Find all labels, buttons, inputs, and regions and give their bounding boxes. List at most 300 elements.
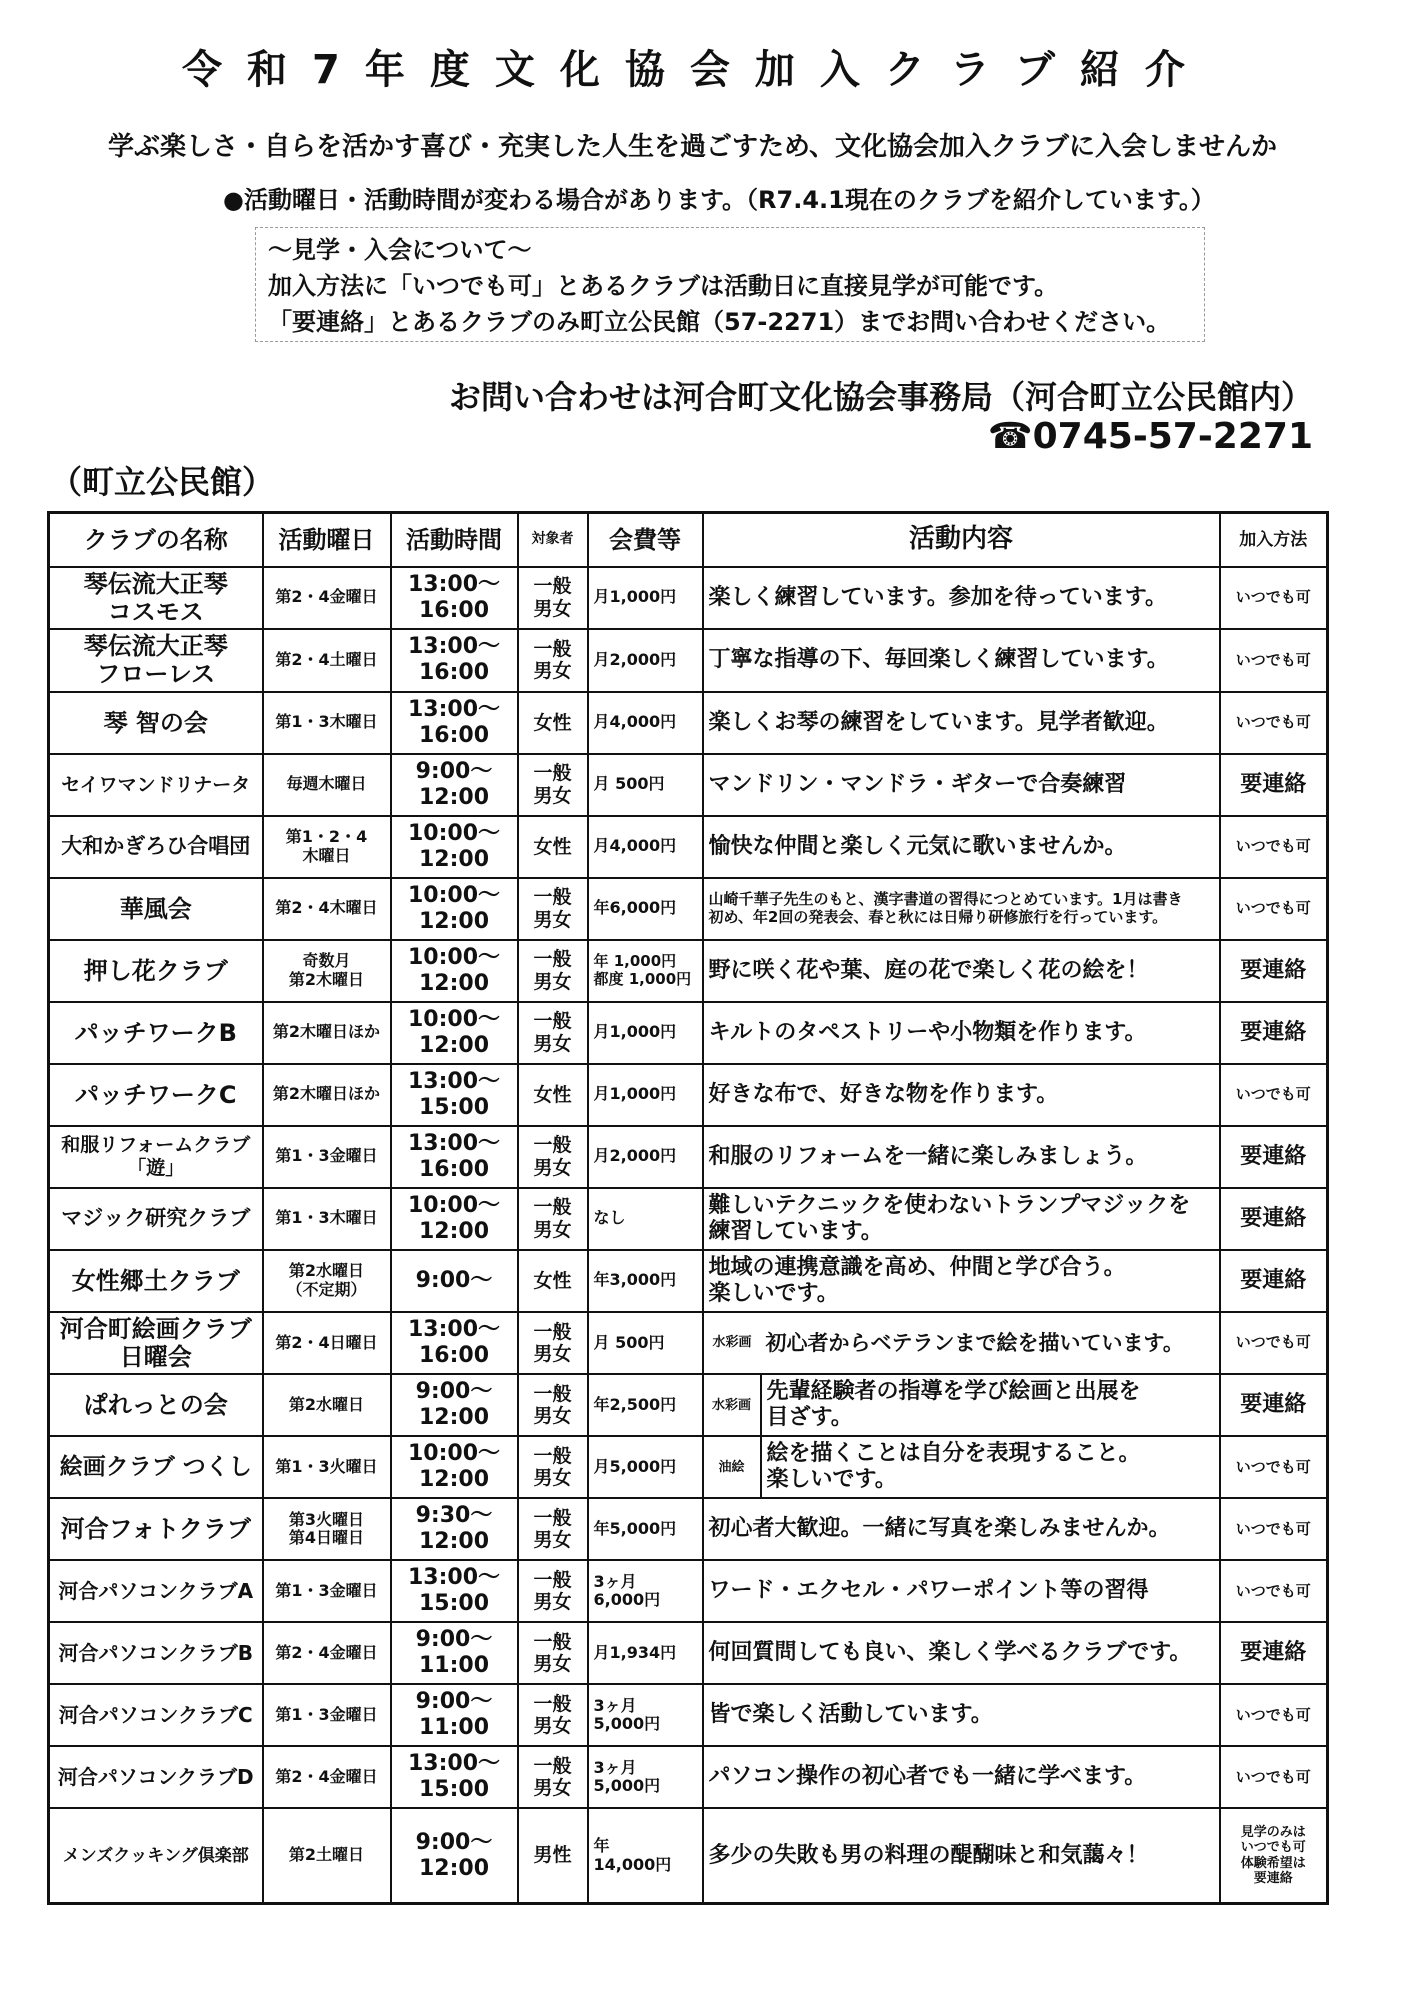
day-line: 第3火曜日 xyxy=(288,1509,365,1529)
time-line: 9:00～ xyxy=(415,1627,493,1653)
fee-line: 5,000円 xyxy=(593,1714,661,1734)
target-line: 一般 xyxy=(533,762,572,785)
join-line: いつでも可 xyxy=(1235,1333,1311,1352)
join-line: いつでも可 xyxy=(1235,836,1311,855)
join-line: いつでも可 xyxy=(1235,1519,1311,1538)
time-cell xyxy=(391,1684,518,1746)
fee-line: 月 500円 xyxy=(593,1332,665,1352)
time-cell xyxy=(391,1126,518,1188)
fee-cell xyxy=(588,1250,703,1312)
target-cell xyxy=(518,1126,588,1188)
join-cell xyxy=(1220,1002,1328,1064)
fee-line: 月4,000円 xyxy=(593,712,677,732)
time-line: 11:00 xyxy=(418,1715,490,1741)
fee-line: 3ヶ月 xyxy=(593,1571,637,1591)
content-line: 地域の連携意識を高め、仲間と学び合う。 xyxy=(708,1254,1126,1280)
join-cell xyxy=(1220,567,1328,630)
target-line: 男女 xyxy=(533,1467,572,1490)
target-cell xyxy=(518,1188,588,1250)
visit-box-heading: ～見学・入会について～ xyxy=(268,236,532,264)
name-cell xyxy=(49,1374,263,1436)
join-cell xyxy=(1220,1746,1328,1808)
content-cell xyxy=(761,1436,1220,1498)
name-cell xyxy=(49,1064,263,1126)
time-cell xyxy=(391,1436,518,1498)
fee-cell xyxy=(588,1746,703,1808)
target-line: 男女 xyxy=(533,660,572,683)
column-header-club-name: クラブの名称 xyxy=(49,513,263,567)
join-cell xyxy=(1220,1188,1328,1250)
table-row xyxy=(49,1374,1328,1436)
join-line: いつでも可 xyxy=(1240,1840,1306,1856)
content-line: 難しいテクニックを使わないトランプマジックを xyxy=(708,1192,1191,1218)
target-line: 男女 xyxy=(533,597,572,620)
day-cell xyxy=(263,1374,391,1436)
name-line: 絵画クラブ つくし xyxy=(59,1453,252,1480)
visit-box-line: 「要連絡」とあるクラブのみ町立公民館（57-2271）までお問い合わせください。 xyxy=(268,308,1171,336)
target-cell xyxy=(518,1436,588,1498)
content-cell xyxy=(703,692,1220,754)
name-cell xyxy=(49,1622,263,1684)
join-cell xyxy=(1220,1622,1328,1684)
time-cell xyxy=(391,1374,518,1436)
name-line: マジック研究クラブ xyxy=(61,1206,251,1231)
name-line: 「遊」 xyxy=(127,1156,185,1179)
join-line: 要連絡 xyxy=(1240,1267,1307,1293)
name-cell xyxy=(49,1498,263,1560)
time-cell xyxy=(391,878,518,940)
target-cell xyxy=(518,940,588,1002)
join-line: いつでも可 xyxy=(1235,898,1311,917)
time-line: 12:00 xyxy=(418,970,490,996)
fee-line: 6,000円 xyxy=(593,1590,661,1610)
content-line: 楽しく練習しています。参加を待っています。 xyxy=(708,584,1167,610)
time-cell xyxy=(391,629,518,692)
day-cell xyxy=(263,754,391,816)
join-line: 要連絡 xyxy=(1240,1205,1307,1231)
time-line: 15:00 xyxy=(418,1094,490,1120)
target-line: 男性 xyxy=(533,1844,572,1867)
content-line: 好きな布で、好きな物を作ります。 xyxy=(708,1081,1059,1107)
fee-cell xyxy=(588,629,703,692)
day-line: 第2水曜日 xyxy=(288,1260,365,1280)
table-row xyxy=(49,1436,1328,1498)
table-row xyxy=(49,1498,1328,1560)
target-line: 女性 xyxy=(533,1083,572,1106)
day-line: 第1・3金曜日 xyxy=(275,1704,378,1724)
content-line: 楽しいです。 xyxy=(708,1280,839,1306)
target-line: 男女 xyxy=(533,970,572,993)
day-line: 第2・4木曜日 xyxy=(275,898,378,918)
tagline: 学ぶ楽しさ・自らを活かす喜び・充実した人生を過ごすため、文化協会加入クラブに入会しませんか xyxy=(108,132,1277,162)
join-cell xyxy=(1220,1126,1328,1188)
time-cell xyxy=(391,692,518,754)
join-line: いつでも可 xyxy=(1235,712,1311,731)
day-cell xyxy=(263,1002,391,1064)
content-line: 初心者からベテランまで絵を描いています。 xyxy=(765,1330,1184,1355)
content-cell xyxy=(703,754,1220,816)
target-line: 一般 xyxy=(533,1630,572,1653)
day-cell xyxy=(263,1746,391,1808)
visit-box-line: 加入方法に「いつでも可」とあるクラブは活動日に直接見学が可能です。 xyxy=(268,272,1059,300)
table-row xyxy=(49,1002,1328,1064)
target-cell xyxy=(518,1746,588,1808)
contact-phone xyxy=(988,417,1313,457)
join-cell xyxy=(1220,692,1328,754)
table-row xyxy=(49,1808,1328,1903)
time-line: 13:00～ xyxy=(407,1751,501,1777)
column-header-day: 活動曜日 xyxy=(263,513,391,567)
content-line: 楽しくお琴の練習をしています。見学者歓迎。 xyxy=(708,709,1169,735)
table-row xyxy=(49,816,1328,878)
content-cell xyxy=(703,1002,1220,1064)
join-cell xyxy=(1220,754,1328,816)
target-line: 男女 xyxy=(533,1591,572,1614)
fee-line: 月2,000円 xyxy=(593,650,677,669)
fee-line: 3ヶ月 xyxy=(593,1695,637,1715)
content-cell xyxy=(703,629,1220,692)
day-cell xyxy=(263,878,391,940)
time-cell xyxy=(391,1250,518,1312)
fee-line: 月 500円 xyxy=(593,774,665,794)
target-line: 一般 xyxy=(533,1568,572,1591)
telephone-icon xyxy=(988,416,1033,457)
time-line: 10:00～ xyxy=(407,1441,501,1467)
fee-line: 月5,000円 xyxy=(593,1456,677,1476)
name-cell xyxy=(49,1126,263,1188)
fee-line: 年2,500円 xyxy=(593,1394,677,1414)
content-cell xyxy=(703,940,1220,1002)
name-cell xyxy=(49,754,263,816)
schedule-notice: ●活動曜日・活動時間が変わる場合があります。（R7.4.1現在のクラブを紹介しています。） xyxy=(223,186,1215,214)
target-line: 男女 xyxy=(533,784,572,807)
genre-label: 油絵 xyxy=(703,1436,761,1498)
join-line: 要連絡 xyxy=(1240,1640,1307,1666)
join-cell xyxy=(1220,1064,1328,1126)
content-line: 野に咲く花や葉、庭の花で楽しく花の絵を！ xyxy=(708,957,1149,983)
genre-label: 水彩画 xyxy=(703,1374,761,1436)
time-line: 11:00 xyxy=(418,1653,490,1679)
fee-line: 5,000円 xyxy=(593,1776,661,1796)
table-row xyxy=(49,940,1328,1002)
name-cell xyxy=(49,1312,263,1375)
target-line: 一般 xyxy=(533,1754,572,1777)
time-line: 10:00～ xyxy=(407,1006,501,1032)
time-line: 9:00～ xyxy=(415,1689,493,1715)
day-line: 奇数月 xyxy=(302,950,351,970)
name-line: 河合パソコンクラブD xyxy=(57,1764,254,1789)
day-line: （不定期） xyxy=(286,1279,367,1299)
day-cell xyxy=(263,816,391,878)
time-line: 13:00～ xyxy=(407,571,501,597)
name-cell xyxy=(49,1746,263,1808)
day-cell xyxy=(263,1498,391,1560)
time-cell xyxy=(391,940,518,1002)
phone-number: 0745-57-2271 xyxy=(1032,416,1313,457)
content-line: 皆で楽しく活動しています。 xyxy=(708,1702,993,1728)
name-line: コスモス xyxy=(107,597,204,626)
day-cell xyxy=(263,1250,391,1312)
column-header-join-method: 加入方法 xyxy=(1220,513,1328,567)
time-line: 16:00 xyxy=(418,1156,490,1182)
join-line: いつでも可 xyxy=(1235,587,1311,606)
target-cell xyxy=(518,754,588,816)
content-cell xyxy=(703,1746,1220,1808)
content-line: 何回質問しても良い、楽しく学べるクラブです。 xyxy=(708,1640,1192,1666)
join-cell xyxy=(1220,1436,1328,1498)
table-row xyxy=(49,1126,1328,1188)
day-line: 第2・4金曜日 xyxy=(275,1642,378,1662)
target-cell xyxy=(518,1312,588,1375)
content-line: 丁寧な指導の下、毎回楽しく練習しています。 xyxy=(708,647,1169,673)
fee-line: 14,000円 xyxy=(593,1854,672,1874)
join-line: 要連絡 xyxy=(1240,771,1307,797)
target-line: 一般 xyxy=(533,948,572,971)
content-line: 楽しいです。 xyxy=(766,1467,897,1493)
target-line: 男女 xyxy=(533,1218,572,1241)
time-cell xyxy=(391,1622,518,1684)
table-row xyxy=(49,878,1328,940)
target-line: 男女 xyxy=(533,1156,572,1179)
visit-info-box xyxy=(255,227,1205,342)
name-line: パッチワークC xyxy=(74,1080,237,1109)
fee-line: 年5,000円 xyxy=(593,1518,677,1538)
target-line: 男女 xyxy=(533,1405,572,1428)
target-line: 女性 xyxy=(533,1269,572,1292)
day-cell xyxy=(263,1560,391,1622)
day-line: 第1・2・4 xyxy=(285,826,368,846)
day-line: 第4日曜日 xyxy=(288,1528,365,1548)
day-cell xyxy=(263,567,391,630)
day-cell xyxy=(263,1622,391,1684)
time-line: 12:00 xyxy=(418,1855,490,1881)
time-cell xyxy=(391,1746,518,1808)
name-cell xyxy=(49,1560,263,1622)
target-line: 一般 xyxy=(533,1382,572,1405)
content-line: パソコン操作の初心者でも一緒に学べます。 xyxy=(708,1764,1147,1790)
table-row xyxy=(49,1746,1328,1808)
day-line: 第1・3木曜日 xyxy=(275,1208,378,1228)
content-line: 絵を描くことは自分を表現すること。 xyxy=(766,1441,1141,1467)
join-line: いつでも可 xyxy=(1235,1457,1311,1476)
day-line: 第2木曜日ほか xyxy=(272,1084,381,1104)
time-line: 16:00 xyxy=(418,1343,490,1369)
day-line: 第2・4土曜日 xyxy=(275,650,378,669)
fee-line: 年 1,000円 xyxy=(593,952,677,971)
fee-cell xyxy=(588,1374,703,1436)
target-cell xyxy=(518,1002,588,1064)
target-line: 一般 xyxy=(533,1692,572,1715)
target-cell xyxy=(518,1684,588,1746)
time-cell xyxy=(391,1560,518,1622)
name-cell xyxy=(49,629,263,692)
fee-cell xyxy=(588,1498,703,1560)
time-line: 12:00 xyxy=(418,846,490,872)
target-line: 一般 xyxy=(533,638,572,661)
join-cell xyxy=(1220,629,1328,692)
join-cell xyxy=(1220,1684,1328,1746)
join-line: いつでも可 xyxy=(1235,650,1311,669)
join-cell xyxy=(1220,878,1328,940)
content-line: ワード・エクセル・パワーポイント等の習得 xyxy=(708,1578,1149,1604)
name-cell xyxy=(49,1188,263,1250)
day-line: 木曜日 xyxy=(302,845,351,865)
fee-cell xyxy=(588,567,703,630)
table-row xyxy=(49,692,1328,754)
table-row xyxy=(49,754,1328,816)
table-row xyxy=(49,567,1328,630)
day-cell xyxy=(263,1312,391,1375)
name-line: 華風会 xyxy=(119,894,192,923)
join-line: いつでも可 xyxy=(1235,1767,1311,1786)
target-line: 男女 xyxy=(533,1343,572,1366)
day-cell xyxy=(263,1064,391,1126)
fee-cell xyxy=(588,940,703,1002)
content-cell xyxy=(703,1498,1220,1560)
target-line: 女性 xyxy=(533,835,572,858)
fee-cell xyxy=(588,692,703,754)
fee-line: 月1,000円 xyxy=(593,1022,677,1042)
time-cell xyxy=(391,1808,518,1903)
time-cell xyxy=(391,1188,518,1250)
column-header-fee: 会費等 xyxy=(588,513,703,567)
table-row xyxy=(49,1312,1328,1375)
target-line: 一般 xyxy=(533,886,572,909)
target-line: 一般 xyxy=(533,1196,572,1219)
day-line: 第1・3金曜日 xyxy=(275,1580,378,1600)
target-cell xyxy=(518,629,588,692)
day-line: 第1・3金曜日 xyxy=(275,1146,378,1166)
join-line: 要連絡 xyxy=(1240,1143,1307,1169)
target-line: 女性 xyxy=(533,711,572,734)
name-cell xyxy=(49,692,263,754)
section-title: （町立公民館） xyxy=(50,463,275,501)
content-cell xyxy=(703,1064,1220,1126)
contact-text: お問い合わせは河合町文化協会事務局（河合町立公民館内） xyxy=(448,378,1313,416)
time-line: 12:00 xyxy=(418,1467,490,1493)
fee-line: 都度 1,000円 xyxy=(593,969,692,988)
target-cell xyxy=(518,1250,588,1312)
fee-line: 年3,000円 xyxy=(593,1270,677,1290)
name-line: 琴伝流大正琴 xyxy=(83,569,228,598)
day-line: 第1・3木曜日 xyxy=(275,712,378,732)
time-cell xyxy=(391,1312,518,1375)
target-line: 男女 xyxy=(533,1777,572,1800)
content-cell xyxy=(703,567,1220,630)
join-line: 要連絡 xyxy=(1240,1019,1307,1045)
time-cell xyxy=(391,1498,518,1560)
join-line: いつでも可 xyxy=(1235,1084,1311,1103)
day-line: 第2・4金曜日 xyxy=(275,587,378,607)
target-line: 一般 xyxy=(533,1010,572,1033)
time-cell xyxy=(391,816,518,878)
name-cell xyxy=(49,1002,263,1064)
name-line: ぱれっとの会 xyxy=(83,1391,228,1420)
fee-cell xyxy=(588,1622,703,1684)
fee-cell xyxy=(588,1002,703,1064)
table-row xyxy=(49,1250,1328,1312)
time-cell xyxy=(391,754,518,816)
join-line: 要連絡 xyxy=(1240,957,1307,983)
content-cell xyxy=(703,1560,1220,1622)
target-cell xyxy=(518,567,588,630)
genre-label: 水彩画 xyxy=(703,1312,761,1375)
name-line: 日曜会 xyxy=(119,1343,192,1372)
day-line: 第2木曜日 xyxy=(288,969,365,989)
target-cell xyxy=(518,1622,588,1684)
fee-line: 年 xyxy=(593,1835,610,1855)
name-line: セイワマンドリナータ xyxy=(61,773,251,796)
time-line: 13:00～ xyxy=(407,696,501,722)
name-line: 琴伝流大正琴 xyxy=(83,632,228,661)
name-line: 女性郷土クラブ xyxy=(71,1266,240,1295)
day-line: 第2木曜日ほか xyxy=(272,1022,381,1042)
join-cell xyxy=(1220,1250,1328,1312)
content-line: 山崎千華子先生のもと、漢字書道の習得につとめています。1月は書き xyxy=(708,890,1183,909)
content-line: 初心者大歓迎。一緒に写真を楽しみませんか。 xyxy=(708,1516,1171,1542)
fee-cell xyxy=(588,1560,703,1622)
join-line: いつでも可 xyxy=(1235,1705,1311,1724)
fee-cell xyxy=(588,1312,703,1375)
content-line: 先輩経験者の指導を学び絵画と出展を xyxy=(766,1379,1141,1405)
name-line: 押し花クラブ xyxy=(83,956,228,985)
join-line: 要連絡 xyxy=(1240,1392,1307,1418)
time-line: 12:00 xyxy=(418,784,490,810)
fee-line: 月1,000円 xyxy=(593,1084,677,1104)
time-cell xyxy=(391,1002,518,1064)
time-line: 12:00 xyxy=(418,908,490,934)
table-row xyxy=(49,1064,1328,1126)
target-cell xyxy=(518,1374,588,1436)
join-cell xyxy=(1220,1374,1328,1436)
time-line: 16:00 xyxy=(418,722,490,748)
column-header-content: 活動内容 xyxy=(703,513,1220,567)
fee-line: なし xyxy=(593,1208,626,1228)
fee-cell xyxy=(588,1188,703,1250)
content-cell xyxy=(761,1312,1220,1375)
fee-cell xyxy=(588,816,703,878)
time-line: 12:00 xyxy=(418,1032,490,1058)
fee-cell xyxy=(588,878,703,940)
fee-line: 月1,000円 xyxy=(593,587,677,607)
fee-line: 年6,000円 xyxy=(593,898,677,918)
content-cell xyxy=(703,1126,1220,1188)
target-line: 男女 xyxy=(533,1653,572,1676)
time-line: 15:00 xyxy=(418,1777,490,1803)
fee-line: 月4,000円 xyxy=(593,836,677,856)
content-cell xyxy=(703,878,1220,940)
name-cell xyxy=(49,1808,263,1903)
name-line: メンズクッキング倶楽部 xyxy=(62,1845,249,1866)
target-cell xyxy=(518,1064,588,1126)
fee-line: 3ヶ月 xyxy=(593,1757,637,1777)
join-cell xyxy=(1220,1560,1328,1622)
time-line: 9:00～ xyxy=(415,1267,493,1293)
name-line: 和服リフォームクラブ xyxy=(61,1134,251,1157)
fee-cell xyxy=(588,1436,703,1498)
target-line: 男女 xyxy=(533,1032,572,1055)
time-line: 12:00 xyxy=(418,1218,490,1244)
join-line: 見学のみは xyxy=(1240,1824,1306,1840)
fee-cell xyxy=(588,1126,703,1188)
time-cell xyxy=(391,567,518,630)
join-line: 要連絡 xyxy=(1253,1870,1293,1886)
join-cell xyxy=(1220,1808,1328,1903)
day-cell xyxy=(263,692,391,754)
target-line: 男女 xyxy=(533,908,572,931)
fee-cell xyxy=(588,1808,703,1903)
content-line: 目ざす。 xyxy=(766,1405,853,1431)
